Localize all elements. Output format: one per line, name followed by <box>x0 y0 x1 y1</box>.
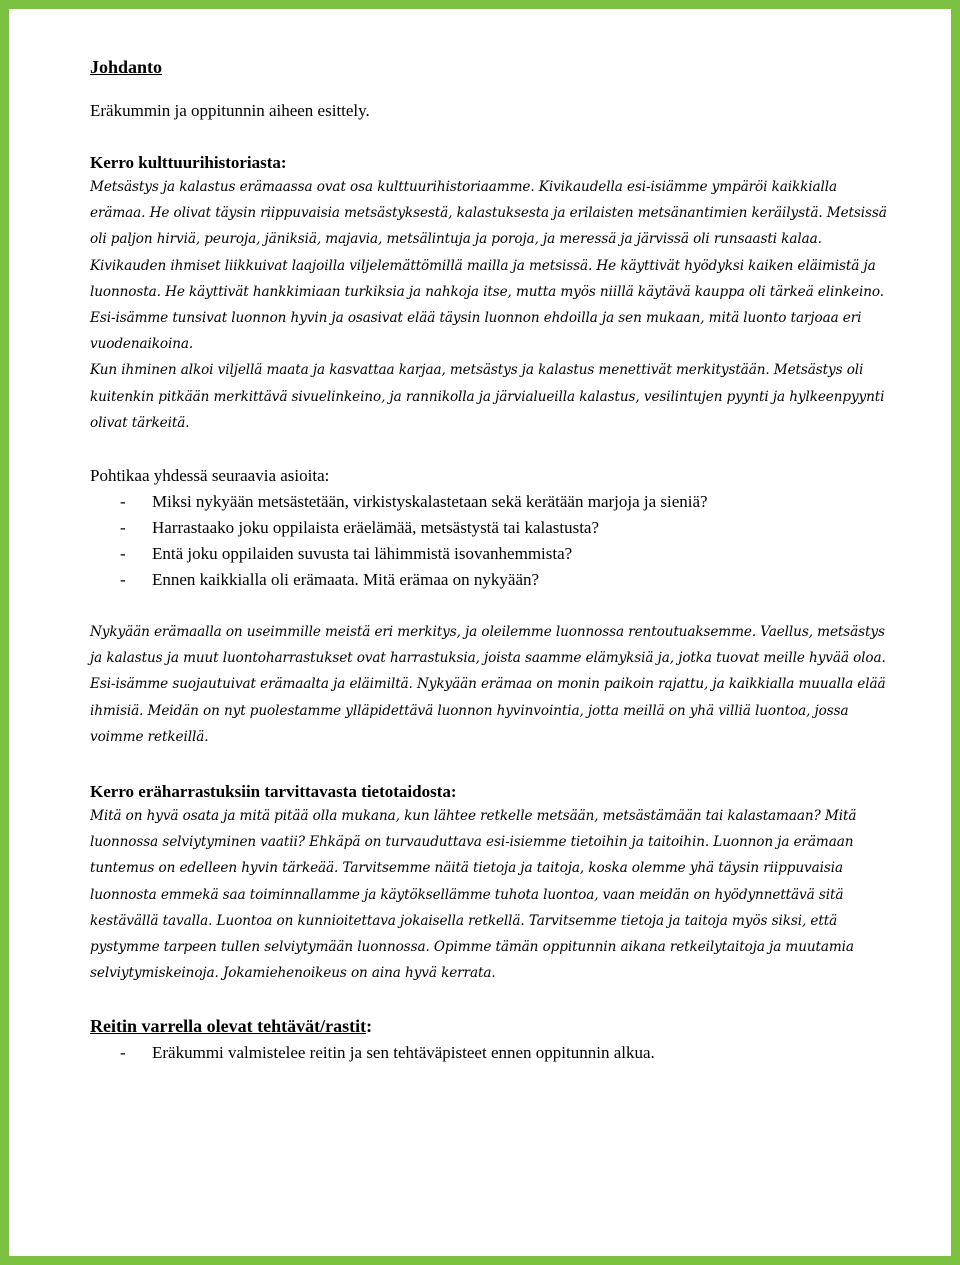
skills-heading: Kerro eräharrastuksiin tarvittavasta tietotaidosta: <box>90 782 457 802</box>
list-item-text: Harrastaako joku oppilaista eräelämää, metsästystä tai kalastusta? <box>152 518 600 538</box>
intro-text: Eräkummin ja oppitunnin aiheen esittely. <box>90 101 370 120</box>
route-heading-colon: : <box>366 1016 373 1037</box>
today-paragraph: Esi-isämme suojautuivat erämaalta ja eläimiltä. Nykyään erämaa on monin paikoin rajattu, ja kaikkialla muualla elää ihmisiä. Meidän on nyt puolestamme ylläpidettävä luonnon hyvinvointia, jotta meillä on yhä villiä luontoa, jossa voimme retkeillä. <box>90 676 886 745</box>
history-heading: Kerro kulttuurihistoriasta: <box>90 153 287 172</box>
dash-bullet: - <box>120 518 126 538</box>
skills-paragraph: Mitä on hyvä osata ja mitä pitää olla mukana, kun lähtee retkelle metsään, metsästämään tai kalastamaan? Mitä luonnossa selviytyminen vaatii? Ehkäpä on turvauduttava esi-isiemme tietoihin ja taitoihin. Luonnon ja erämaan tuntemus on edelleen hyvin tärkeää. Tarvitsemme näitä tietoja ja taitoja, koska olemme yhä täysin riippuvaisia luonnosta emmekä saa toiminnallamme ja käytöksellämme tuhota luontoa, vaan meidän on hyödynnettävä sitä kestävällä tavalla. Luontoa on kunnioitettava jokaisella retkellä. Tarvitsemme tietoja ja taitoja myös siksi, että pystymme tarpeen tullen selviytymään luonnossa. Opimme tämän oppitunnin aikana retkeilytaitoja ja muutamia selviytymiskeinoja. Jokamiehenoikeus on aina hyvä kerrata. <box>90 808 857 982</box>
intro-heading: Johdanto <box>90 57 163 77</box>
list-item <box>90 541 890 567</box>
document-body <box>90 53 890 1066</box>
today-paragraph: Nykyään erämaalla on useimmille meistä eri merkitys, ja oleilemme luonnossa rentoutuaksemme. Vaellus, metsästys ja kalastus ja muut luontoharrastukset ovat harrastuksia, joista saamme elämyksiä ja, jotka tuovat meille hyvää oloa. <box>90 624 886 667</box>
history-paragraph: Kun ihminen alkoi viljellä maata ja kasvattaa karjaa, metsästys ja kalastus menettivät merkitystään. Metsästys oli kuitenkin pitkään merkittävä sivuelinkeino, ja rannikolla ja järvialueilla kalastus, vesilintujen pyynti ja hylkeenpyynti olivat tärkeitä. <box>90 362 885 431</box>
dash-bullet: - <box>120 570 126 590</box>
dash-bullet: - <box>120 492 126 512</box>
list-item <box>90 489 890 515</box>
dash-bullet: - <box>120 544 126 564</box>
list-item <box>90 567 890 593</box>
discussion-list <box>90 489 890 593</box>
dash-bullet: - <box>120 1043 126 1063</box>
list-item-text: Entä joku oppilaiden suvusta tai lähimmistä isovanhemmista? <box>152 544 573 564</box>
history-paragraph: Metsästys ja kalastus erämaassa ovat osa kulttuurihistoriaamme. Kivikaudella esi-isiämme ympäröi kaikkialla erämaa. He olivat täysin riippuvaisia metsästyksestä, kalastuksesta ja erilaisten metsänantimien keräilystä. Metsissä oli paljon hirviä, peuroja, jäniksiä, majavia, metsälintuja ja poroja, ja meressä ja järvissä oli runsaasti kalaa. Kivikauden ihmiset liikkuivat laajoilla viljelemättömillä mailla ja metsissä. He käyttivät hyödyksi kaiken eläimistä ja luonnosta. He käyttivät hankkimiaan turkiksia ja nahkoja itse, mutta myös niillä käytävä kauppa oli tärkeä elinkeino. Esi-isämme tunsivat luonnon hyvin ja osasivat elää täysin luonnon ehdoilla ja sen mukaan, mitä luonto tarjoaa eri vuodenaikoina. <box>90 179 887 353</box>
route-heading-text: Reitin varrella olevat tehtävät/rastit <box>90 1016 367 1037</box>
list-item-text: Eräkummi valmistelee reitin ja sen tehtäväpisteet ennen oppitunnin alkua. <box>152 1043 655 1063</box>
list-item <box>90 515 890 541</box>
list-item <box>90 1040 890 1066</box>
discussion-intro: Pohtikaa yhdessä seuraavia asioita: <box>90 466 330 486</box>
list-item-text: Miksi nykyään metsästetään, virkistyskalastetaan sekä kerätään marjoja ja sieniä? <box>152 492 708 512</box>
route-list <box>90 1040 890 1066</box>
list-item-text: Ennen kaikkialla oli erämaata. Mitä erämaa on nykyään? <box>152 570 540 590</box>
route-heading <box>90 1012 890 1040</box>
